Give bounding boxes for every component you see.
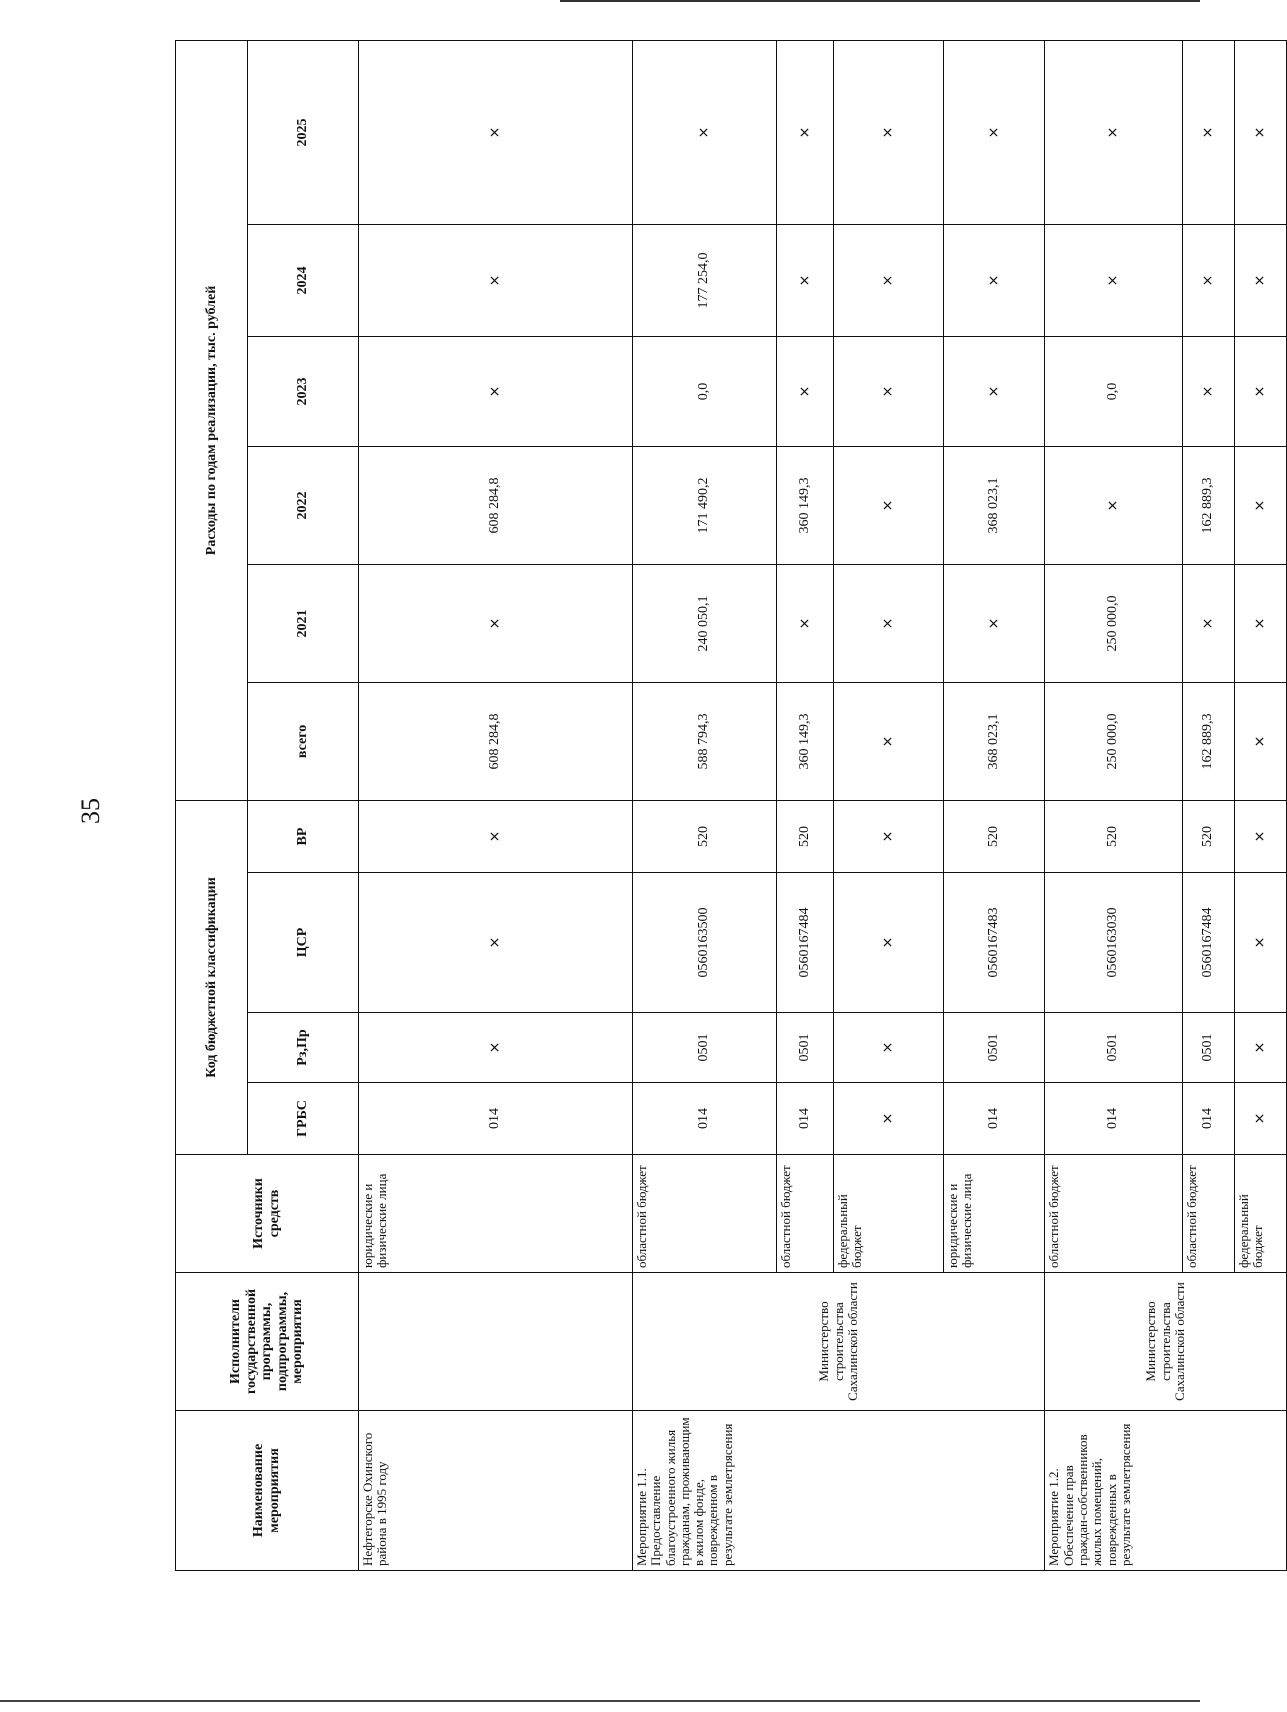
- total-cell: 250 000,0: [1045, 682, 1182, 800]
- y2025-cell: ×: [1045, 40, 1182, 224]
- total-cell: 162 889,3: [1182, 682, 1234, 800]
- vr-cell: ×: [833, 800, 943, 872]
- y2024-cell: ×: [776, 224, 833, 336]
- header-executor: Исполнители государственной программы, подпрограммы, мероприятия: [176, 1273, 359, 1411]
- vr-cell: 520: [632, 800, 776, 872]
- y2021-cell: ×: [1182, 564, 1234, 682]
- total-cell: 360 149,3: [776, 682, 833, 800]
- rzpr-cell: ×: [1234, 1013, 1286, 1083]
- source-cell: областной бюджет: [1045, 1155, 1182, 1273]
- y2021-cell: ×: [358, 564, 632, 682]
- header-source: Источники средств: [176, 1155, 359, 1273]
- y2022-cell: 171 490,2: [632, 446, 776, 564]
- grbs-cell: 014: [632, 1083, 776, 1155]
- source-cell: федеральный бюджет: [833, 1155, 943, 1273]
- header-2022: 2022: [247, 446, 358, 564]
- csr-cell: ×: [358, 873, 632, 1013]
- source-cell: юридические и физические лица: [943, 1155, 1045, 1273]
- source-cell: юридические и физические лица: [358, 1155, 632, 1273]
- scan-edge-top: [560, 0, 1200, 2]
- y2023-cell: 0,0: [1045, 336, 1182, 446]
- rotated-table-inner: [175, 41, 1287, 1571]
- rzpr-cell: 0501: [632, 1013, 776, 1083]
- header-code-group: Код бюджетной классификации: [176, 800, 248, 1154]
- csr-cell: ×: [1234, 873, 1286, 1013]
- rzpr-cell: 0501: [943, 1013, 1045, 1083]
- header-total: всего: [247, 682, 358, 800]
- y2025-cell: ×: [632, 40, 776, 224]
- grbs-cell: 014: [1182, 1083, 1234, 1155]
- y2025-cell: ×: [833, 40, 943, 224]
- csr-cell: 0560167484: [776, 873, 833, 1013]
- y2023-cell: ×: [1234, 336, 1286, 446]
- y2021-cell: ×: [943, 564, 1045, 682]
- y2021-cell: ×: [1234, 564, 1286, 682]
- y2025-cell: ×: [943, 40, 1045, 224]
- grbs-cell: 014: [776, 1083, 833, 1155]
- y2024-cell: ×: [1045, 224, 1182, 336]
- y2025-cell: ×: [1234, 40, 1286, 224]
- y2023-cell: ×: [943, 336, 1045, 446]
- vr-cell: 520: [1182, 800, 1234, 872]
- vr-cell: 520: [776, 800, 833, 872]
- y2021-cell: 240 050,1: [632, 564, 776, 682]
- total-cell: 608 284,8: [358, 682, 632, 800]
- y2022-cell: ×: [1234, 446, 1286, 564]
- y2024-cell: ×: [1182, 224, 1234, 336]
- rzpr-cell: 0501: [1045, 1013, 1182, 1083]
- y2021-cell: ×: [833, 564, 943, 682]
- page-number: 35: [76, 798, 105, 824]
- csr-cell: 0560163500: [632, 873, 776, 1013]
- rzpr-cell: 0501: [1182, 1013, 1234, 1083]
- grbs-cell: ×: [833, 1083, 943, 1155]
- rotated-table-frame: [175, 41, 1287, 1571]
- rzpr-cell: ×: [358, 1013, 632, 1083]
- total-cell: 588 794,3: [632, 682, 776, 800]
- total-cell: 368 023,1: [943, 682, 1045, 800]
- header-2024: 2024: [247, 224, 358, 336]
- activity-name: Мероприятие 1.2. Обеспечение прав граждан-собственников жилых помещений, поврежденных в результате землетрясения: [1045, 1411, 1287, 1571]
- vr-cell: ×: [358, 800, 632, 872]
- vr-cell: 520: [1045, 800, 1182, 872]
- y2021-cell: ×: [776, 564, 833, 682]
- y2022-cell: 360 149,3: [776, 446, 833, 564]
- y2023-cell: 0,0: [632, 336, 776, 446]
- total-cell: ×: [833, 682, 943, 800]
- header-rzpr: Рз,Пр: [247, 1013, 358, 1083]
- y2023-cell: ×: [776, 336, 833, 446]
- y2024-cell: ×: [833, 224, 943, 336]
- y2023-cell: ×: [1182, 336, 1234, 446]
- source-cell: областной бюджет: [776, 1155, 833, 1273]
- grbs-cell: ×: [1234, 1083, 1286, 1155]
- scan-edge-bottom: [0, 1700, 1200, 1702]
- source-cell: федеральный бюджет: [1234, 1155, 1286, 1273]
- source-cell: областной бюджет: [1182, 1155, 1234, 1273]
- grbs-cell: 014: [943, 1083, 1045, 1155]
- header-grbs: ГРБС: [247, 1083, 358, 1155]
- header-2021: 2021: [247, 564, 358, 682]
- vr-cell: 520: [943, 800, 1045, 872]
- y2025-cell: ×: [358, 40, 632, 224]
- y2025-cell: ×: [776, 40, 833, 224]
- grbs-cell: 014: [1045, 1083, 1182, 1155]
- executor-cell: Министерство строительства Сахалинской области: [1045, 1273, 1287, 1411]
- executor-cell: Министерство строительства Сахалинской области: [632, 1273, 1045, 1411]
- y2024-cell: ×: [943, 224, 1045, 336]
- y2022-cell: ×: [833, 446, 943, 564]
- header-csr: ЦСР: [247, 873, 358, 1013]
- y2024-cell: ×: [358, 224, 632, 336]
- header-name: Наименование мероприятия: [176, 1411, 359, 1571]
- header-row-1: [176, 40, 248, 1570]
- header-2023: 2023: [247, 336, 358, 446]
- csr-cell: ×: [833, 873, 943, 1013]
- activity-name: Мероприятие 1.1. Предоставление благоустроенного жилья гражданам, проживающим в жилом фонде, поврежденном в результате землетрясения: [632, 1411, 1045, 1571]
- csr-cell: 0560163030: [1045, 873, 1182, 1013]
- table-row: [632, 40, 776, 1570]
- y2021-cell: 250 000,0: [1045, 564, 1182, 682]
- total-cell: ×: [1234, 682, 1286, 800]
- grbs-cell: 014: [358, 1083, 632, 1155]
- header-expenses-group: Расходы по годам реализации, тыс. рублей: [176, 40, 248, 800]
- rzpr-cell: 0501: [776, 1013, 833, 1083]
- y2025-cell: ×: [1182, 40, 1234, 224]
- source-cell: областной бюджет: [632, 1155, 776, 1273]
- table-row: [358, 40, 632, 1570]
- y2022-cell: 368 023,1: [943, 446, 1045, 564]
- y2024-cell: ×: [1234, 224, 1286, 336]
- activity-name: Нефтегорске Охинского района в 1995 году: [358, 1411, 632, 1571]
- table-row: [1045, 40, 1182, 1570]
- csr-cell: 0560167484: [1182, 873, 1234, 1013]
- y2022-cell: 162 889,3: [1182, 446, 1234, 564]
- csr-cell: 0560167483: [943, 873, 1045, 1013]
- y2023-cell: ×: [833, 336, 943, 446]
- y2022-cell: ×: [1045, 446, 1182, 564]
- executor-cell: [358, 1273, 632, 1411]
- header-2025: 2025: [247, 40, 358, 224]
- vr-cell: ×: [1234, 800, 1286, 872]
- budget-table: [175, 40, 1287, 1571]
- y2023-cell: ×: [358, 336, 632, 446]
- rzpr-cell: ×: [833, 1013, 943, 1083]
- header-vr: ВР: [247, 800, 358, 872]
- y2024-cell: 177 254,0: [632, 224, 776, 336]
- y2022-cell: 608 284,8: [358, 446, 632, 564]
